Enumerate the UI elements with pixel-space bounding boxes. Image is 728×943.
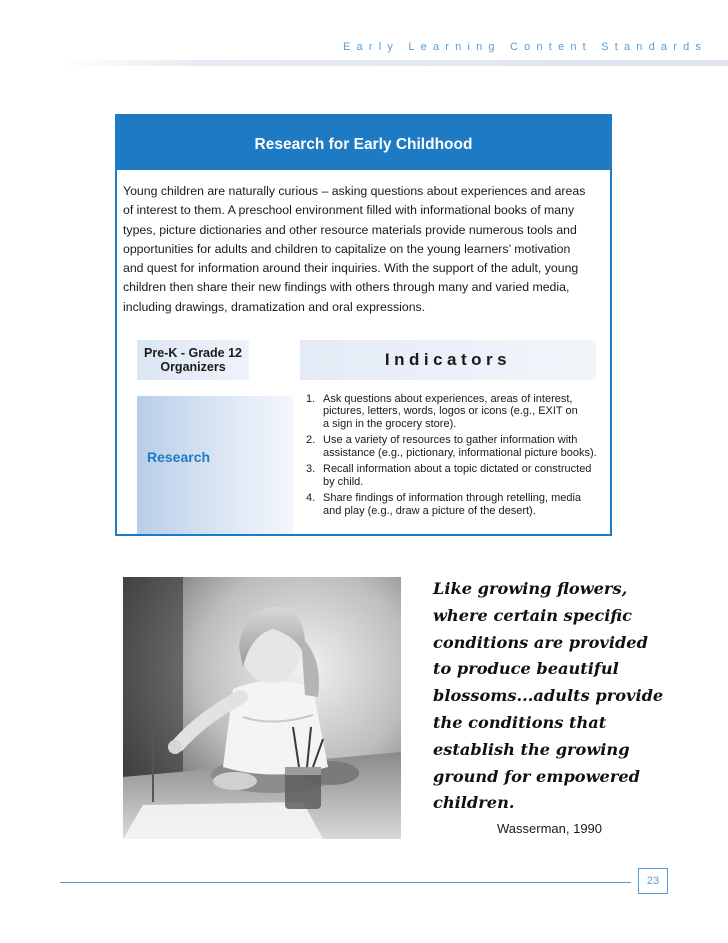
organizers-header	[137, 340, 249, 380]
indicator-line: Share findings of information through retelling, media	[323, 492, 582, 505]
intro-line: including drawings, dramatization and oral expressions.	[123, 299, 426, 314]
child-painting-photo	[123, 577, 401, 839]
indicator-item	[306, 393, 602, 430]
indicator-item	[306, 463, 602, 488]
indicator-number: 2.	[306, 434, 316, 447]
intro-line: opportunities for adults and children to capitalize on the young learners’ motivation	[123, 241, 571, 256]
intro-line: children then share their new findings with others through many and varied media,	[123, 280, 570, 295]
indicator-item	[306, 492, 602, 517]
quote-line: ground for empowered	[433, 766, 640, 786]
indicator-number: 4.	[306, 492, 316, 505]
intro-line: Young children are naturally curious – asking questions about experiences and areas	[123, 184, 586, 198]
box-title-bar	[117, 116, 610, 170]
quote-line: Like growing flowers,	[433, 579, 628, 598]
intro-paragraph	[123, 182, 603, 317]
organizer-cell	[137, 396, 293, 534]
indicator-number: 1.	[306, 393, 316, 405]
organizers-header-line: Organizers	[160, 359, 226, 374]
box-title: Research for Early Childhood	[254, 136, 473, 153]
quote-line: blossoms...adults provide	[433, 686, 664, 706]
quote-line: to produce beautiful	[433, 659, 619, 679]
indicator-line: by child.	[323, 475, 364, 488]
quote-line: establish the growing	[433, 739, 630, 759]
indicator-line: assistance (e.g., pictionary, informational picture books).	[323, 446, 597, 459]
indicator-line: and play (e.g., draw a picture of the desert).	[323, 504, 536, 517]
indicator-item	[306, 434, 602, 459]
quote-line: where certain specific	[433, 605, 633, 625]
intro-line: and quest for information around their inquiries. With the support of the adult, young	[123, 261, 579, 276]
footer-rule	[60, 882, 631, 883]
organizers-header-line: Pre-K - Grade 12	[144, 346, 242, 360]
intro-line: of interest to them. A preschool environment filled with informational books of many	[123, 203, 575, 218]
quote-line: the conditions that	[433, 712, 607, 732]
header-rule	[60, 60, 728, 66]
quote-line: children.	[433, 793, 515, 813]
organizer-label: Research	[147, 449, 211, 465]
quote-line: conditions are provided	[433, 632, 648, 652]
indicators-header	[300, 340, 596, 380]
indicator-line: Use a variety of resources to gather information with	[323, 434, 578, 447]
indicator-line: Ask questions about experiences, areas of interest,	[323, 393, 573, 405]
running-header: Early Learning Content Standards	[343, 41, 708, 53]
indicator-line: pictures, letters, words, logos or icons (e.g., EXIT on	[323, 405, 578, 418]
research-box	[115, 114, 612, 536]
indicators-list	[306, 393, 602, 521]
quote	[433, 576, 673, 817]
indicators-header-label: Indicators	[384, 350, 512, 369]
intro-line: types, picture dictionaries and other resource materials provide numerous tools and	[123, 222, 577, 237]
quote-attribution: Wasserman, 1990	[497, 821, 603, 836]
indicator-line: Recall information about a topic dictated or constructed	[323, 463, 592, 476]
indicator-number: 3.	[306, 463, 316, 476]
indicator-line: a sign in the grocery store).	[323, 417, 457, 430]
page-number: 23	[638, 868, 668, 894]
